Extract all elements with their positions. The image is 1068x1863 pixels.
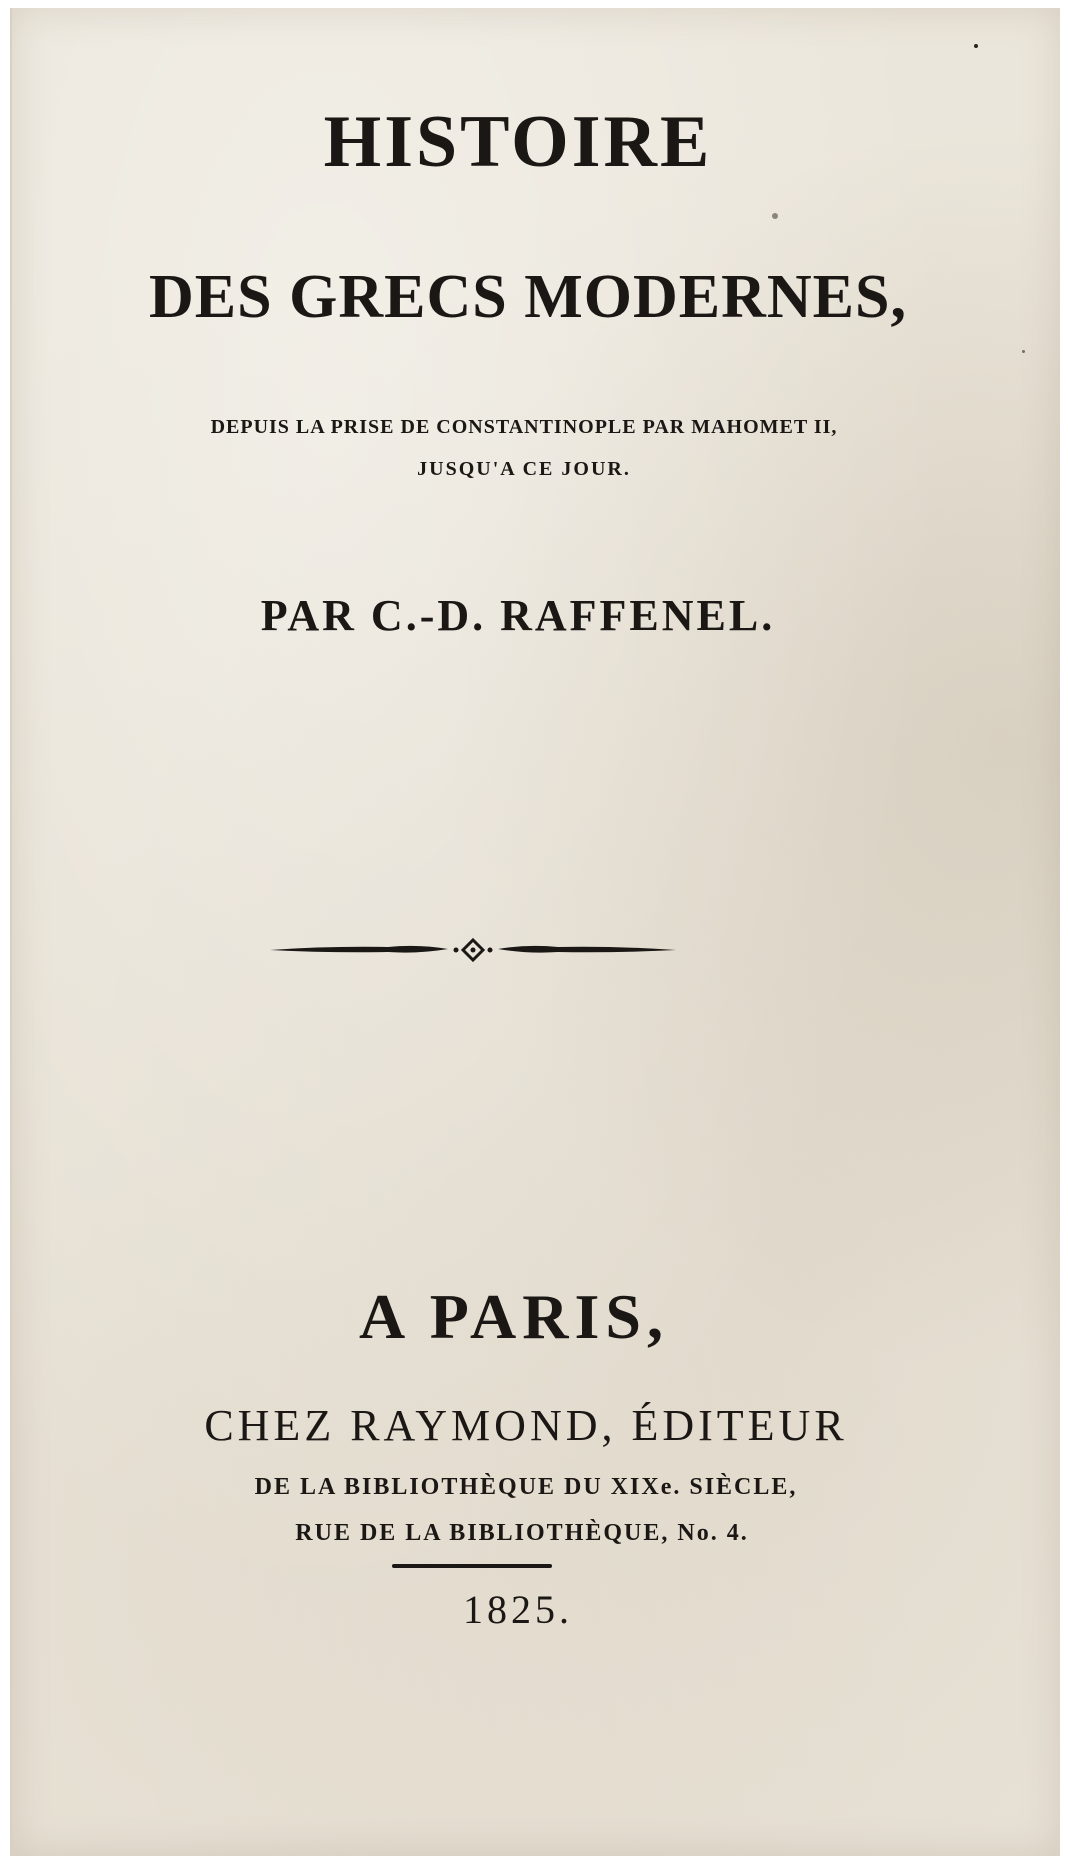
imprint-publisher: CHEZ RAYMOND, ÉDITEUR	[204, 1401, 848, 1450]
imprint-city: A PARIS,	[359, 1281, 669, 1352]
paper-speck	[772, 213, 778, 219]
subtitle-line-1: DEPUIS LA PRISE DE CONSTANTINOPLE PAR MAHOMET II,	[210, 416, 838, 438]
author-line: PAR C.-D. RAFFENEL.	[260, 591, 776, 640]
imprint-rule	[392, 1564, 552, 1568]
imprint-publisher-detail: DE LA BIBLIOTHÈQUE DU XIXe. SIÈCLE,	[254, 1474, 798, 1500]
imprint-address: RUE DE LA BIBLIOTHÈQUE, No. 4.	[295, 1520, 749, 1546]
title-line-2: DES GRECS MODERNES,	[149, 263, 907, 331]
ornament-divider	[268, 935, 678, 965]
title-page	[10, 8, 1060, 1856]
paper-speck	[974, 44, 978, 48]
title-line-1: HISTOIRE	[323, 101, 713, 183]
paper-speck	[1022, 350, 1025, 353]
subtitle-line-2: JUSQU'A CE JOUR.	[417, 458, 631, 480]
imprint-year: 1825.	[463, 1587, 573, 1632]
